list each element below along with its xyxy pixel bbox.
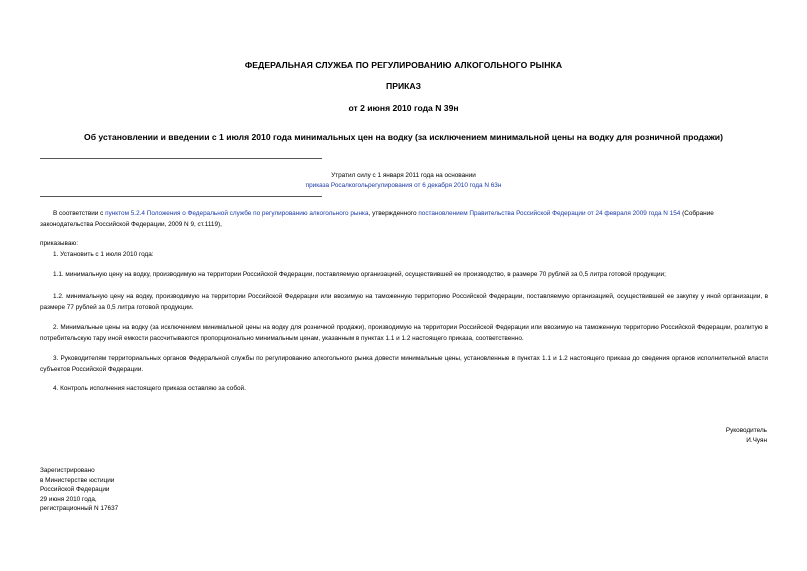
item-1: 1. Установить с 1 июля 2010 года: <box>53 251 154 258</box>
signature-position: Руководитель <box>725 427 767 434</box>
signature-block <box>726 426 767 445</box>
registration-line-3: Российской Федерации <box>40 486 110 494</box>
regulation-link[interactable]: пунктом 5.2.4 Положения о Федеральной службе по регулированию алкогольного рынка <box>105 210 369 217</box>
order-word: приказываю: <box>40 240 78 247</box>
repeal-order-link[interactable]: приказа Росалкогольрегулирования от 6 декабря 2010 года N 63н <box>305 182 502 189</box>
preamble-text-3: (Собрание законодательства Российской Федерации, 2009 N 9, ст.1119), <box>40 210 714 228</box>
registration-block <box>40 466 118 514</box>
status-note-text: Утратил силу с 1 января 2011 года на основании <box>331 172 476 179</box>
agency-heading: ФЕДЕРАЛЬНАЯ СЛУЖБА ПО РЕГУЛИРОВАНИЮ АЛКОГОЛЬНОГО РЫНКА <box>244 60 563 70</box>
registration-line-1: Зарегистрировано <box>40 467 95 474</box>
divider-bottom <box>40 196 322 197</box>
signature-name: И.Чуян <box>746 436 767 444</box>
preamble-text-1: В соответствии с <box>53 210 106 217</box>
doc-type-heading: ПРИКАЗ <box>386 81 421 91</box>
preamble <box>40 209 768 230</box>
item-2: 2. Минимальные цены на водку (за исключением минимальной цены на водку для розничной продажи), производимую на территории Российской Федерации или ввозимую на таможенную территорию Российской Федерации, розлитую в потребительскую тару иной емкости рассчитываются пропорционально минимальным ценам, указанным в пунктах 1.1 и 1.2 настоящего приказа, соответственно. <box>40 324 768 342</box>
preamble-text-2: , утвержденного <box>368 210 419 217</box>
item-1-2: 1.2. минимальную цену на водку, производимую на территории Российской Федерации или ввозимую на таможенную территорию Российской Федерации, поставляемую организацией, осуществившей ее закупку у иной организации, в размере 77 рублей за 0,5 литра готовой продукции. <box>40 293 768 311</box>
date-number-heading: от 2 июня 2010 года N 39н <box>348 103 459 113</box>
item-4: 4. Контроль исполнения настоящего приказа оставляю за собой. <box>53 385 246 392</box>
government-decree-link[interactable]: постановлением Правительства Российской Федерации от 24 февраля 2009 года N 154 <box>418 210 681 217</box>
registration-line-5: регистрационный N 17637 <box>40 505 119 513</box>
status-note <box>0 171 807 191</box>
document-title: Об установлении и введении с 1 июля 2010 года минимальных цен на водку (за исключением минимальной цены на водку для розничной продажи) <box>84 132 723 142</box>
divider-top <box>40 158 322 159</box>
item-1-1: 1.1. минимальную цену на водку, производимую на территории Российской Федерации, поставляемую организацией, осуществившей ее производство, в размере 70 рублей за 0,5 литра готовой продукции; <box>53 271 666 278</box>
registration-line-2: в Министерстве юстиции <box>40 476 115 484</box>
item-3: 3. Руководителям территориальных органов Федеральной службы по регулированию алкогольного рынка довести минимальные цены, установленные в пунктах 1.1 и 1.2 настоящего приказа до сведения органов исполнительной власти субъектов Российской Федерации. <box>40 355 768 373</box>
registration-line-4: 29 июня 2010 года, <box>40 495 97 503</box>
